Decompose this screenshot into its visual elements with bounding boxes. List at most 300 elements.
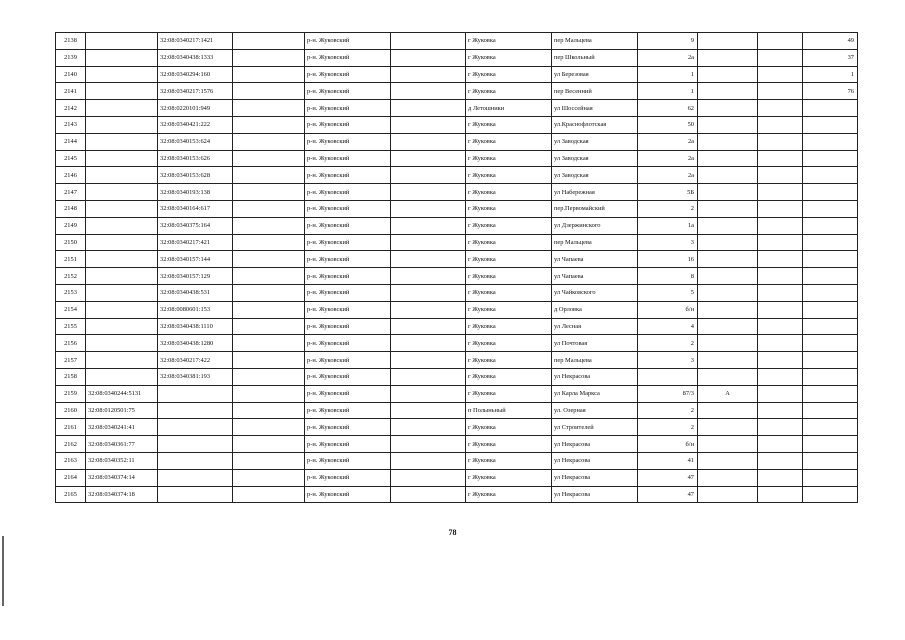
extra-field-cell <box>233 33 305 50</box>
apartment-cell: 49 <box>803 33 858 50</box>
district-cell: р-н. Жуковский <box>305 335 391 352</box>
house-number-cell: 41 <box>638 452 698 469</box>
block-cell <box>758 318 803 335</box>
apartment-cell <box>803 100 858 117</box>
row-number-cell: 2149 <box>56 217 86 234</box>
house-number-cell: 9 <box>638 33 698 50</box>
street-cell: пер.Первомайский <box>552 200 638 217</box>
house-number-cell: б/н <box>638 301 698 318</box>
building-letter-cell <box>698 301 758 318</box>
house-number-cell: 5 <box>638 284 698 301</box>
cadastral-number-premises-cell: 32:08:0340153:628 <box>158 167 233 184</box>
extra-field-cell <box>233 368 305 385</box>
table-row <box>56 167 858 184</box>
extra-field-cell <box>233 200 305 217</box>
settlement-cell: г Жуковка <box>466 66 552 83</box>
table-row <box>56 33 858 50</box>
settlement-cell: г Жуковка <box>466 234 552 251</box>
building-letter-cell <box>698 284 758 301</box>
cadastral-number-building-cell <box>86 167 158 184</box>
extra-field-cell <box>233 167 305 184</box>
settlement-type-cell <box>391 268 466 285</box>
apartment-cell <box>803 284 858 301</box>
extra-field-cell <box>233 486 305 503</box>
settlement-type-cell <box>391 352 466 369</box>
cadastral-number-premises-cell: 32:08:0340193:138 <box>158 184 233 201</box>
apartment-cell <box>803 486 858 503</box>
street-cell: пер Весенний <box>552 83 638 100</box>
district-cell: р-н. Жуковский <box>305 150 391 167</box>
house-number-cell: 47 <box>638 469 698 486</box>
block-cell <box>758 335 803 352</box>
district-cell: р-н. Жуковский <box>305 83 391 100</box>
apartment-cell <box>803 200 858 217</box>
extra-field-cell <box>233 284 305 301</box>
row-number-cell: 2153 <box>56 284 86 301</box>
table-row <box>56 284 858 301</box>
building-letter-cell <box>698 318 758 335</box>
street-cell: ул Почтовая <box>552 335 638 352</box>
street-cell: ул Чайковского <box>552 284 638 301</box>
cadastral-number-premises-cell <box>158 486 233 503</box>
extra-field-cell <box>233 133 305 150</box>
building-letter-cell <box>698 335 758 352</box>
building-letter-cell <box>698 66 758 83</box>
district-cell: р-н. Жуковский <box>305 486 391 503</box>
street-cell: ул Дзержинского <box>552 217 638 234</box>
block-cell <box>758 368 803 385</box>
extra-field-cell <box>233 436 305 453</box>
row-number-cell: 2143 <box>56 116 86 133</box>
row-number-cell: 2155 <box>56 318 86 335</box>
extra-field-cell <box>233 301 305 318</box>
apartment-cell <box>803 251 858 268</box>
street-cell: д Орловка <box>552 301 638 318</box>
row-number-cell: 2164 <box>56 469 86 486</box>
cadastral-number-premises-cell: 32:08:0340375:164 <box>158 217 233 234</box>
cadastral-number-premises-cell <box>158 436 233 453</box>
cadastral-number-building-cell <box>86 184 158 201</box>
block-cell <box>758 452 803 469</box>
block-cell <box>758 116 803 133</box>
extra-field-cell <box>233 268 305 285</box>
street-cell: ул Шоссейная <box>552 100 638 117</box>
row-number-cell: 2147 <box>56 184 86 201</box>
row-number-cell: 2139 <box>56 49 86 66</box>
extra-field-cell <box>233 419 305 436</box>
cadastral-number-premises-cell: 32:08:0340421:222 <box>158 116 233 133</box>
extra-field-cell <box>233 251 305 268</box>
apartment-cell <box>803 150 858 167</box>
extra-field-cell <box>233 49 305 66</box>
table-row <box>56 385 858 402</box>
extra-field-cell <box>233 100 305 117</box>
district-cell: р-н. Жуковский <box>305 469 391 486</box>
house-number-cell: 2а <box>638 133 698 150</box>
cadastral-number-building-cell <box>86 335 158 352</box>
settlement-type-cell <box>391 486 466 503</box>
house-number-cell: 1 <box>638 83 698 100</box>
block-cell <box>758 83 803 100</box>
apartment-cell <box>803 352 858 369</box>
block-cell <box>758 133 803 150</box>
block-cell <box>758 352 803 369</box>
house-number-cell: 2 <box>638 200 698 217</box>
house-number-cell: 3 <box>638 234 698 251</box>
cadastral-number-building-cell <box>86 268 158 285</box>
district-cell: р-н. Жуковский <box>305 419 391 436</box>
cadastral-number-premises-cell: 32:08:0340438:1110 <box>158 318 233 335</box>
table-row <box>56 402 858 419</box>
district-cell: р-н. Жуковский <box>305 49 391 66</box>
cadastral-number-building-cell <box>86 217 158 234</box>
extra-field-cell <box>233 234 305 251</box>
block-cell <box>758 100 803 117</box>
table-row <box>56 469 858 486</box>
building-letter-cell <box>698 419 758 436</box>
extra-field-cell <box>233 335 305 352</box>
row-number-cell: 2152 <box>56 268 86 285</box>
row-number-cell: 2160 <box>56 402 86 419</box>
building-letter-cell <box>698 234 758 251</box>
district-cell: р-н. Жуковский <box>305 268 391 285</box>
table-row <box>56 318 858 335</box>
house-number-cell: 8 <box>638 268 698 285</box>
house-number-cell <box>638 368 698 385</box>
district-cell: р-н. Жуковский <box>305 234 391 251</box>
block-cell <box>758 486 803 503</box>
house-number-cell: 50 <box>638 116 698 133</box>
building-letter-cell <box>698 452 758 469</box>
cadastral-number-premises-cell: 32:08:0340294:160 <box>158 66 233 83</box>
settlement-cell: г Жуковка <box>466 352 552 369</box>
street-cell: ул Заводская <box>552 133 638 150</box>
settlement-cell: г Жуковка <box>466 335 552 352</box>
apartment-cell <box>803 385 858 402</box>
house-number-cell: б/н <box>638 436 698 453</box>
settlement-type-cell <box>391 419 466 436</box>
street-cell: ул.Краснофлотская <box>552 116 638 133</box>
settlement-type-cell <box>391 200 466 217</box>
block-cell <box>758 469 803 486</box>
building-letter-cell <box>698 251 758 268</box>
house-number-cell: 4 <box>638 318 698 335</box>
block-cell <box>758 200 803 217</box>
settlement-cell: г Жуковка <box>466 469 552 486</box>
extra-field-cell <box>233 66 305 83</box>
settlement-type-cell <box>391 150 466 167</box>
cadastral-number-building-cell: 32:08:0340352:11 <box>86 452 158 469</box>
cadastral-number-building-cell <box>86 251 158 268</box>
block-cell <box>758 436 803 453</box>
street-cell: ул Набережная <box>552 184 638 201</box>
table-row <box>56 301 858 318</box>
cadastral-number-building-cell <box>86 100 158 117</box>
table-row <box>56 100 858 117</box>
house-number-cell: 47 <box>638 486 698 503</box>
cadastral-number-premises-cell: 32:08:0340381:193 <box>158 368 233 385</box>
district-cell: р-н. Жуковский <box>305 284 391 301</box>
street-cell: ул Заводская <box>552 150 638 167</box>
house-number-cell: 1а <box>638 217 698 234</box>
cadastral-number-building-cell: 32:08:0120501:75 <box>86 402 158 419</box>
row-number-cell: 2144 <box>56 133 86 150</box>
row-number-cell: 2140 <box>56 66 86 83</box>
row-number-cell: 2163 <box>56 452 86 469</box>
extra-field-cell <box>233 217 305 234</box>
block-cell <box>758 184 803 201</box>
building-letter-cell <box>698 402 758 419</box>
block-cell <box>758 49 803 66</box>
settlement-cell: п Полыньный <box>466 402 552 419</box>
table-row <box>56 150 858 167</box>
district-cell: р-н. Жуковский <box>305 100 391 117</box>
apartment-cell <box>803 116 858 133</box>
district-cell: р-н. Жуковский <box>305 167 391 184</box>
block-cell <box>758 284 803 301</box>
street-cell: ул Некрасова <box>552 436 638 453</box>
cadastral-number-premises-cell: 32:08:0340153:626 <box>158 150 233 167</box>
cadastral-number-building-cell: 32:08:0340374:14 <box>86 469 158 486</box>
row-number-cell: 2156 <box>56 335 86 352</box>
cadastral-number-building-cell <box>86 368 158 385</box>
district-cell: р-н. Жуковский <box>305 452 391 469</box>
street-cell: ул Чапаева <box>552 268 638 285</box>
extra-field-cell <box>233 116 305 133</box>
apartment-cell <box>803 301 858 318</box>
row-number-cell: 2148 <box>56 200 86 217</box>
extra-field-cell <box>233 385 305 402</box>
table-row <box>56 49 858 66</box>
row-number-cell: 2165 <box>56 486 86 503</box>
table-row <box>56 436 858 453</box>
row-number-cell: 2150 <box>56 234 86 251</box>
table-row <box>56 352 858 369</box>
building-letter-cell <box>698 352 758 369</box>
settlement-type-cell <box>391 335 466 352</box>
table-row <box>56 452 858 469</box>
apartment-cell <box>803 217 858 234</box>
street-cell: ул Березовая <box>552 66 638 83</box>
cadastral-number-premises-cell: 32:08:0340157:144 <box>158 251 233 268</box>
block-cell <box>758 33 803 50</box>
settlement-type-cell <box>391 469 466 486</box>
settlement-type-cell <box>391 49 466 66</box>
settlement-cell: г Жуковка <box>466 83 552 100</box>
cadastral-number-premises-cell <box>158 419 233 436</box>
apartment-cell: 1 <box>803 66 858 83</box>
apartment-cell <box>803 133 858 150</box>
extra-field-cell <box>233 402 305 419</box>
building-letter-cell <box>698 100 758 117</box>
district-cell: р-н. Жуковский <box>305 116 391 133</box>
apartment-cell <box>803 184 858 201</box>
block-cell <box>758 419 803 436</box>
house-number-cell: 2 <box>638 335 698 352</box>
building-letter-cell <box>698 33 758 50</box>
building-letter-cell <box>698 268 758 285</box>
settlement-type-cell <box>391 368 466 385</box>
house-number-cell: 1 <box>638 66 698 83</box>
row-number-cell: 2151 <box>56 251 86 268</box>
street-cell: ул Некрасова <box>552 469 638 486</box>
settlement-type-cell <box>391 100 466 117</box>
settlement-type-cell <box>391 83 466 100</box>
apartment-cell <box>803 368 858 385</box>
table-row <box>56 268 858 285</box>
district-cell: р-н. Жуковский <box>305 33 391 50</box>
settlement-cell: г Жуковка <box>466 33 552 50</box>
apartment-cell <box>803 234 858 251</box>
street-cell: ул Лесная <box>552 318 638 335</box>
district-cell: р-н. Жуковский <box>305 436 391 453</box>
settlement-cell: г Жуковка <box>466 116 552 133</box>
settlement-type-cell <box>391 66 466 83</box>
settlement-cell: г Жуковка <box>466 419 552 436</box>
district-cell: р-н. Жуковский <box>305 200 391 217</box>
street-cell: пер Школьный <box>552 49 638 66</box>
building-letter-cell <box>698 469 758 486</box>
settlement-type-cell <box>391 234 466 251</box>
settlement-cell: г Жуковка <box>466 251 552 268</box>
settlement-type-cell <box>391 452 466 469</box>
table-row <box>56 184 858 201</box>
settlement-type-cell <box>391 167 466 184</box>
apartment-cell <box>803 318 858 335</box>
cadastral-number-premises-cell: 32:08:0340164:617 <box>158 200 233 217</box>
extra-field-cell <box>233 352 305 369</box>
house-number-cell: 2 <box>638 402 698 419</box>
cadastral-number-premises-cell: 32:08:0340217:1421 <box>158 33 233 50</box>
house-number-cell: 2а <box>638 49 698 66</box>
district-cell: р-н. Жуковский <box>305 368 391 385</box>
house-number-cell: 5Б <box>638 184 698 201</box>
apartment-cell <box>803 402 858 419</box>
settlement-type-cell <box>391 133 466 150</box>
settlement-type-cell <box>391 116 466 133</box>
apartment-cell <box>803 469 858 486</box>
settlement-cell: г Жуковка <box>466 184 552 201</box>
building-letter-cell <box>698 150 758 167</box>
settlement-type-cell <box>391 385 466 402</box>
street-cell: пер Мальцева <box>552 234 638 251</box>
block-cell <box>758 301 803 318</box>
building-letter-cell <box>698 184 758 201</box>
street-cell: ул Заводская <box>552 167 638 184</box>
settlement-cell: г Жуковка <box>466 301 552 318</box>
settlement-cell: г Жуковка <box>466 385 552 402</box>
cadastral-number-building-cell <box>86 352 158 369</box>
settlement-cell: г Жуковка <box>466 200 552 217</box>
apartment-cell <box>803 167 858 184</box>
building-letter-cell <box>698 167 758 184</box>
table-row <box>56 486 858 503</box>
district-cell: р-н. Жуковский <box>305 402 391 419</box>
building-letter-cell <box>698 486 758 503</box>
street-cell: ул Строителей <box>552 419 638 436</box>
margin-mark <box>2 536 4 606</box>
district-cell: р-н. Жуковский <box>305 251 391 268</box>
cadastral-number-premises-cell: 32:08:0220101:949 <box>158 100 233 117</box>
district-cell: р-н. Жуковский <box>305 133 391 150</box>
district-cell: р-н. Жуковский <box>305 217 391 234</box>
cadastral-number-building-cell <box>86 33 158 50</box>
street-cell: пер Мальцева <box>552 33 638 50</box>
cadastral-number-building-cell <box>86 200 158 217</box>
table-row <box>56 200 858 217</box>
district-cell: р-н. Жуковский <box>305 66 391 83</box>
street-cell: ул. Озерная <box>552 402 638 419</box>
settlement-type-cell <box>391 184 466 201</box>
building-letter-cell: А <box>698 385 758 402</box>
row-number-cell: 2154 <box>56 301 86 318</box>
cadastral-number-premises-cell <box>158 469 233 486</box>
extra-field-cell <box>233 318 305 335</box>
building-letter-cell <box>698 436 758 453</box>
block-cell <box>758 217 803 234</box>
cadastral-number-building-cell: 32:08:0340244:5131 <box>86 385 158 402</box>
settlement-type-cell <box>391 33 466 50</box>
block-cell <box>758 66 803 83</box>
registry-table-body <box>56 33 858 503</box>
settlement-cell: г Жуковка <box>466 133 552 150</box>
cadastral-number-premises-cell: 32:08:0340217:422 <box>158 352 233 369</box>
building-letter-cell <box>698 368 758 385</box>
cadastral-number-building-cell <box>86 66 158 83</box>
settlement-cell: г Жуковка <box>466 486 552 503</box>
table-row <box>56 368 858 385</box>
street-cell: ул Некрасова <box>552 368 638 385</box>
settlement-type-cell <box>391 217 466 234</box>
house-number-cell: 2а <box>638 167 698 184</box>
cadastral-number-building-cell <box>86 318 158 335</box>
settlement-cell: г Жуковка <box>466 150 552 167</box>
block-cell <box>758 402 803 419</box>
cadastral-number-premises-cell: 32:08:0340153:624 <box>158 133 233 150</box>
apartment-cell <box>803 452 858 469</box>
apartment-cell <box>803 419 858 436</box>
row-number-cell: 2161 <box>56 419 86 436</box>
table-row <box>56 335 858 352</box>
page-number: 78 <box>448 528 457 537</box>
cadastral-number-building-cell <box>86 116 158 133</box>
settlement-cell: г Жуковка <box>466 436 552 453</box>
street-cell: ул Чапаева <box>552 251 638 268</box>
settlement-cell: г Жуковка <box>466 318 552 335</box>
apartment-cell: 37 <box>803 49 858 66</box>
cadastral-number-premises-cell: 32:08:0340438:1280 <box>158 335 233 352</box>
settlement-cell: г Жуковка <box>466 217 552 234</box>
cadastral-number-building-cell <box>86 301 158 318</box>
settlement-type-cell <box>391 318 466 335</box>
cadastral-number-building-cell <box>86 234 158 251</box>
cadastral-number-premises-cell: 32:08:0340217:1576 <box>158 83 233 100</box>
block-cell <box>758 251 803 268</box>
district-cell: р-н. Жуковский <box>305 184 391 201</box>
building-letter-cell <box>698 133 758 150</box>
apartment-cell <box>803 335 858 352</box>
row-number-cell: 2162 <box>56 436 86 453</box>
block-cell <box>758 167 803 184</box>
row-number-cell: 2141 <box>56 83 86 100</box>
row-number-cell: 2159 <box>56 385 86 402</box>
cadastral-number-premises-cell: 32:08:0340438:531 <box>158 284 233 301</box>
extra-field-cell <box>233 150 305 167</box>
settlement-cell: г Жуковка <box>466 284 552 301</box>
building-letter-cell <box>698 116 758 133</box>
house-number-cell: 87/3 <box>638 385 698 402</box>
table-row <box>56 66 858 83</box>
